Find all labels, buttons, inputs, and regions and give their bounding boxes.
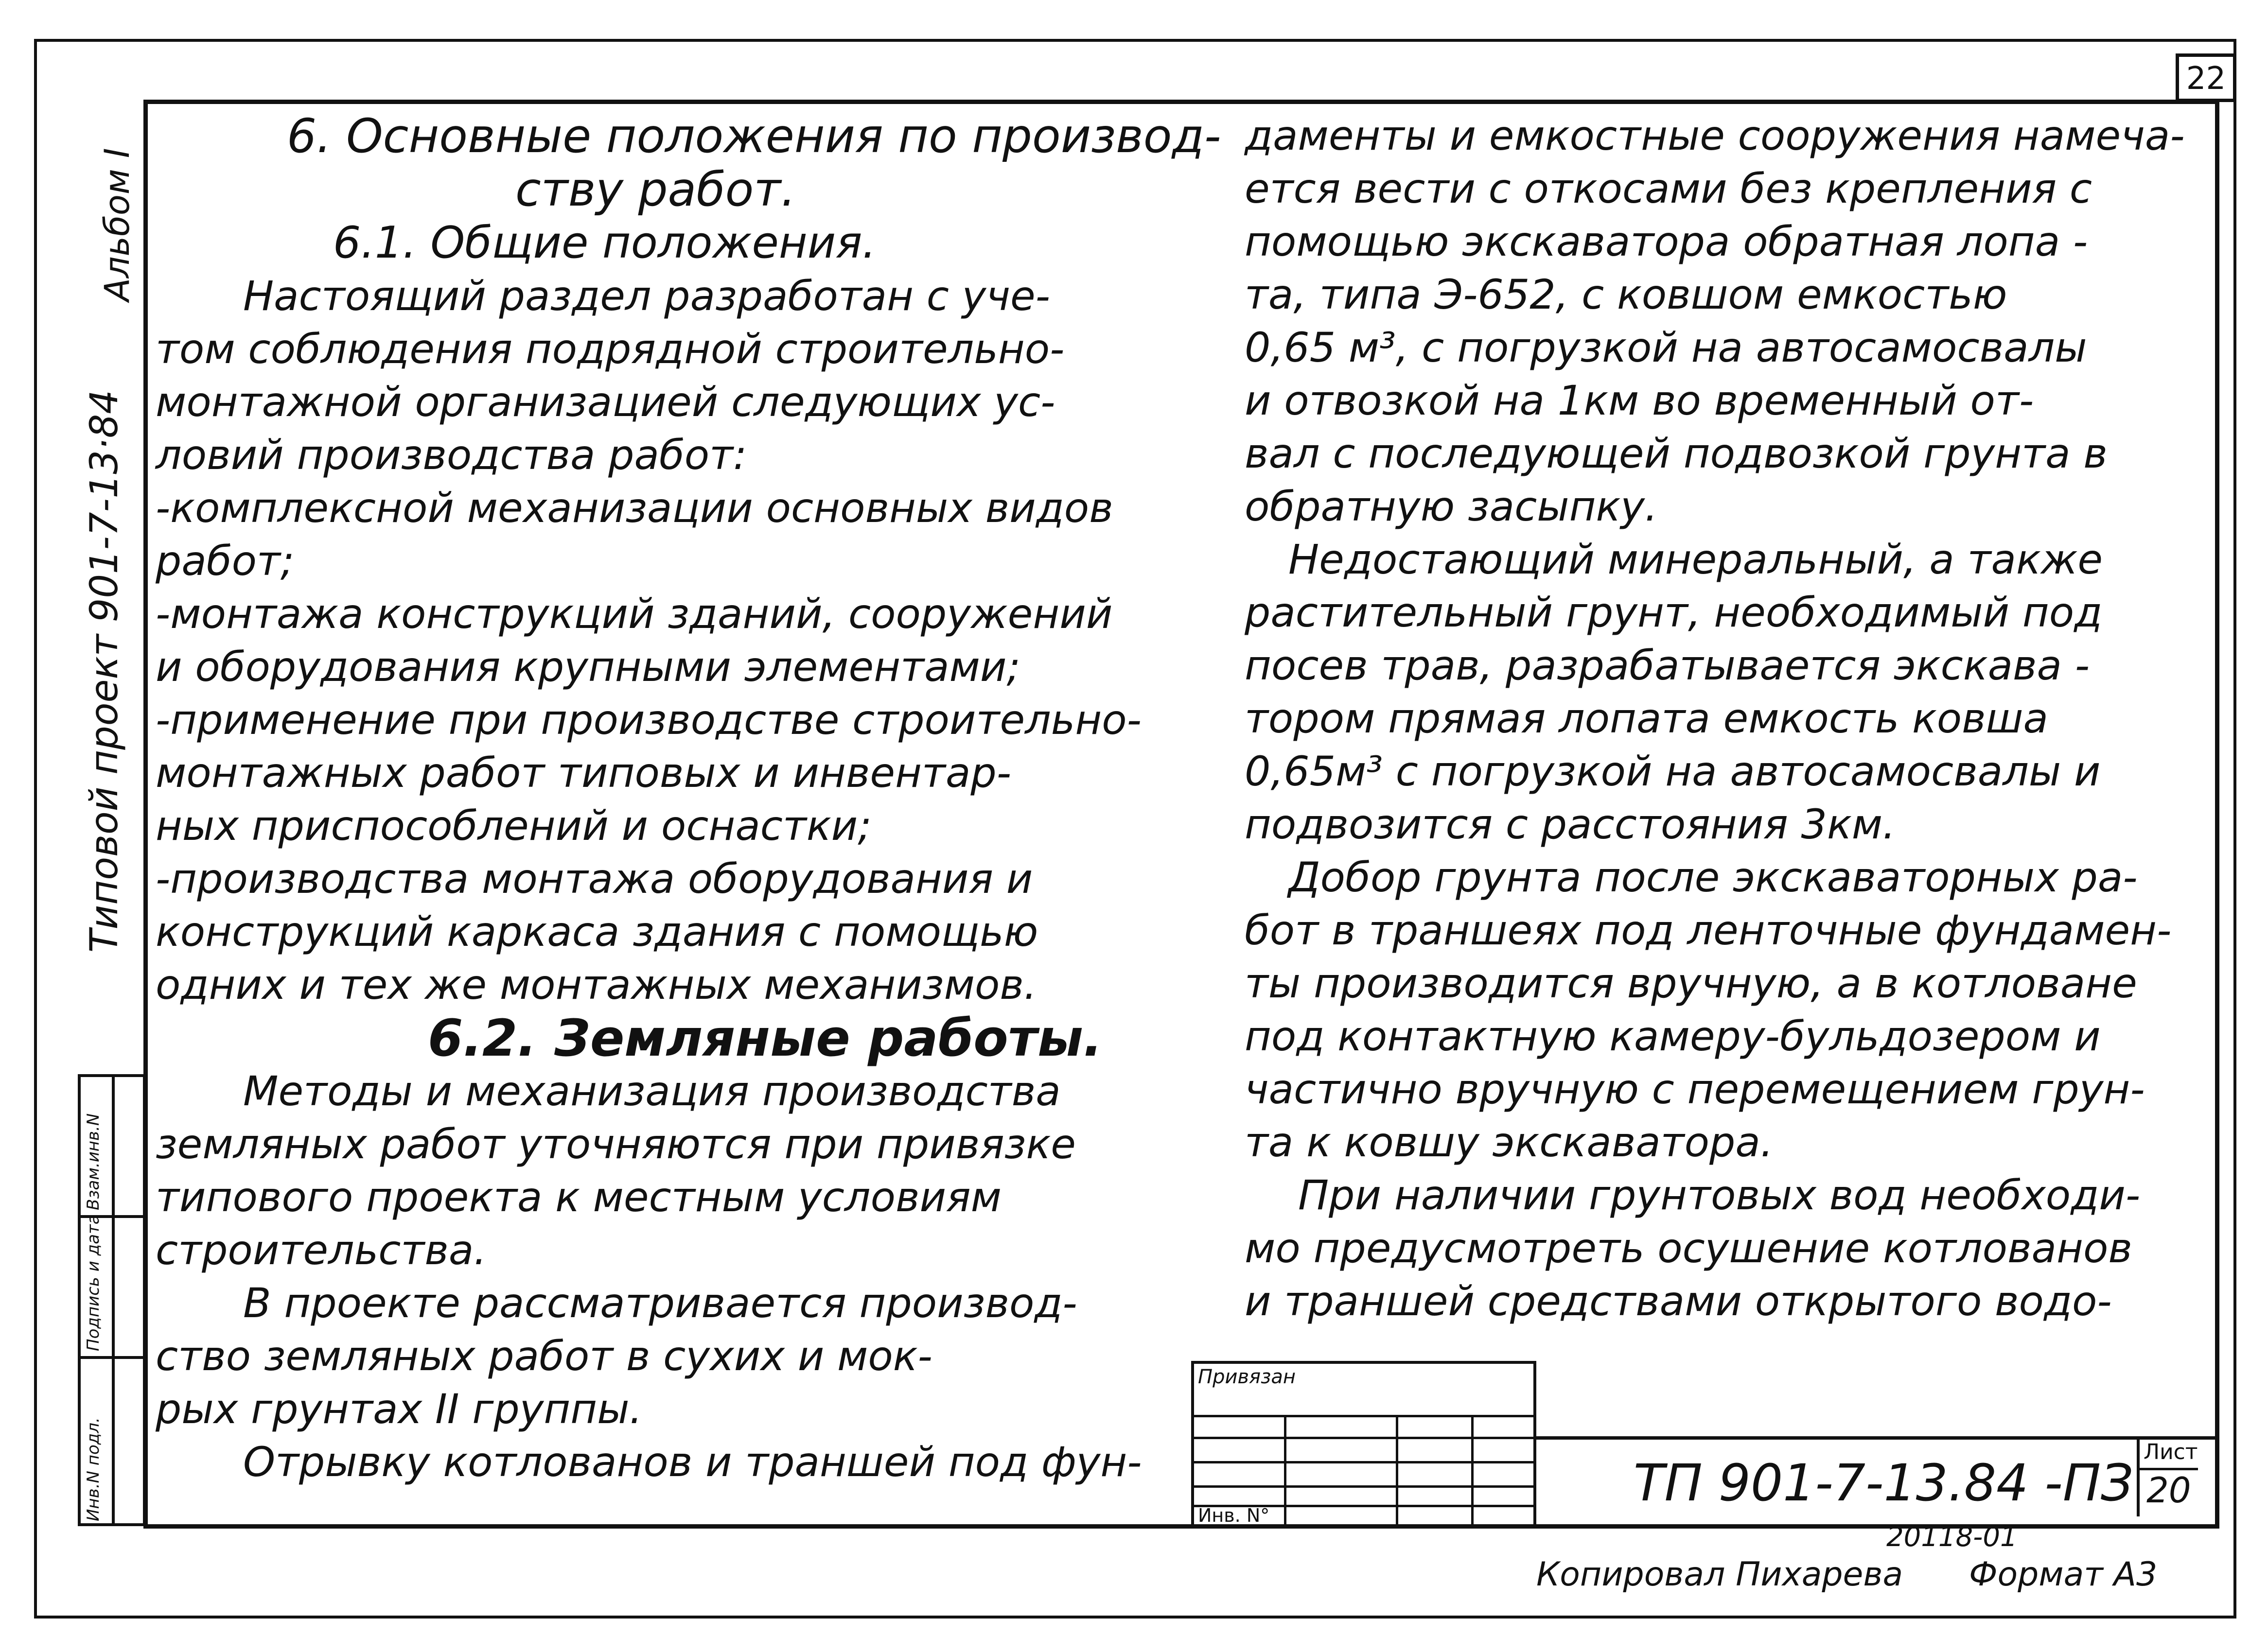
stamp-grid-line <box>1194 1485 1534 1488</box>
subsection-heading: 6.2. Земляные работы. <box>428 1009 1103 1068</box>
text-line: посев трав, разрабатывается экскава - <box>1245 642 2090 689</box>
stamp-grid-line <box>1471 1415 1474 1527</box>
text-line: тором прямая лопата емкость ковша <box>1245 695 2049 742</box>
side-stamp-cell: Инв.N подл. <box>84 1417 103 1521</box>
text-line: Недостающий минеральный, а также <box>1288 536 2103 583</box>
list-number: 20 <box>2146 1470 2191 1511</box>
side-project-label: Типовой проект 901-7-13·84 <box>83 390 126 953</box>
text-line: рых грунтах II группы. <box>156 1385 643 1433</box>
text-line: Методы и механизация производства <box>243 1067 1061 1115</box>
text-line: монтажной организацией следующих ус- <box>156 378 1055 426</box>
stamp-grid-line <box>1284 1415 1286 1527</box>
copied-by: Копировал Пихарева <box>1536 1555 1903 1594</box>
section-heading-line: 6. Основные положения по производ- <box>287 109 1221 163</box>
album-label: Альбом I <box>97 148 137 301</box>
sheet-list-box <box>2137 1439 2198 1516</box>
text-line: ется вести с откосами без крепления с <box>1245 165 2092 212</box>
text-line: 0,65 м³, с погрузкой на автосамосвалы <box>1245 324 2087 371</box>
text-line: -применение при производстве строительно- <box>156 696 1142 744</box>
text-line: под контактную камеру-бульдозером и <box>1245 1012 2101 1060</box>
document-code: ТП 901-7-13.84 -ПЗ <box>1634 1453 2133 1513</box>
text-line: и оборудования крупными элементами; <box>156 643 1020 691</box>
text-line: -производства монтажа оборудования и <box>156 855 1033 903</box>
text-line: та, типа Э-652, с ковшом емкостью <box>1245 271 2007 318</box>
text-line: и отвозкой на 1км во временный от- <box>1245 377 2034 424</box>
text-line: конструкций каркаса здания с помощью <box>156 908 1038 956</box>
right-column <box>1245 109 2198 1328</box>
stamp-grid-line <box>1194 1461 1534 1463</box>
side-stamp-divider <box>112 1074 115 1526</box>
sheet-number: 22 <box>2176 53 2236 102</box>
text-line: растительный грунт, необходимый под <box>1245 589 2103 636</box>
text-line: ты производится вручную, а в котловане <box>1245 959 2137 1007</box>
privyazan-label: Привязан <box>1198 1366 1296 1388</box>
text-line: ство земляных работ в сухих и мок- <box>156 1332 932 1380</box>
stamp-grid-line <box>1194 1415 1534 1417</box>
text-line: даменты и емкостные сооружения намеча- <box>1245 112 2185 159</box>
format-label: Формат А3 <box>1969 1555 2158 1594</box>
subsection-heading: 6.1. Общие положения. <box>333 217 876 268</box>
text-line: та к ковшу экскаватора. <box>1245 1118 1774 1166</box>
text-line: 0,65м³ с погрузкой на автосамосвалы и <box>1245 748 2101 795</box>
text-line: одних и тех же монтажных механизмов. <box>156 961 1037 1009</box>
text-line: монтажных работ типовых и инвентар- <box>156 749 1012 797</box>
text-line: мо предусмотреть осушение котлованов <box>1245 1224 2132 1272</box>
text-line: подвозится с расстояния 3км. <box>1245 801 1896 848</box>
text-line: типового проекта к местным условиям <box>156 1173 1002 1221</box>
side-stamp-cell: Подпись и дата <box>84 1214 103 1351</box>
text-line: вал с последующей подвозкой грунта в <box>1245 430 2108 477</box>
text-line: Добор грунта после экскаваторных ра- <box>1288 853 2138 901</box>
text-line: В проекте рассматривается производ- <box>243 1279 1077 1327</box>
text-line: обратную засыпку. <box>1245 483 1658 530</box>
stamp-grid-line <box>1194 1437 1534 1439</box>
side-stamp-divider <box>78 1356 146 1359</box>
text-line: При наличии грунтовых вод необходи- <box>1298 1171 2141 1219</box>
text-line: Настоящий раздел разработан с уче- <box>243 272 1050 320</box>
text-line: работ; <box>156 537 295 585</box>
inv-label: Инв. N° <box>1198 1505 1270 1526</box>
stamp-grid-line <box>1396 1415 1398 1527</box>
text-line: ловий производства работ: <box>156 431 747 479</box>
text-line: бот в траншеях под ленточные фундамен- <box>1245 906 2172 954</box>
text-line: -комплексной механизации основных видов <box>156 484 1113 532</box>
privyazan-stamp <box>1191 1361 1536 1529</box>
list-label: Лист <box>2144 1440 2198 1464</box>
text-line: помощью экскаватора обратная лопа - <box>1245 218 2088 265</box>
order-number: 20118-01 <box>1886 1521 2018 1553</box>
text-line: частично вручную с перемещением грун- <box>1245 1065 2145 1113</box>
text-line: земляных работ уточняются при привязке <box>156 1120 1076 1168</box>
section-heading-line: ству работ. <box>515 162 796 217</box>
text-line: -монтажа конструкций зданий, сооружений <box>156 590 1113 638</box>
text-line: том соблюдения подрядной строительно- <box>156 325 1065 373</box>
text-line: и траншей средствами открытого водо- <box>1245 1277 2112 1325</box>
text-line: строительства. <box>156 1226 487 1274</box>
text-line: Отрывку котлованов и траншей под фун- <box>243 1438 1142 1486</box>
left-column <box>156 109 1221 1489</box>
side-stamp-cell: Взам.инв.N <box>84 1113 103 1210</box>
text-line: ных приспособлений и оснастки; <box>156 802 872 850</box>
